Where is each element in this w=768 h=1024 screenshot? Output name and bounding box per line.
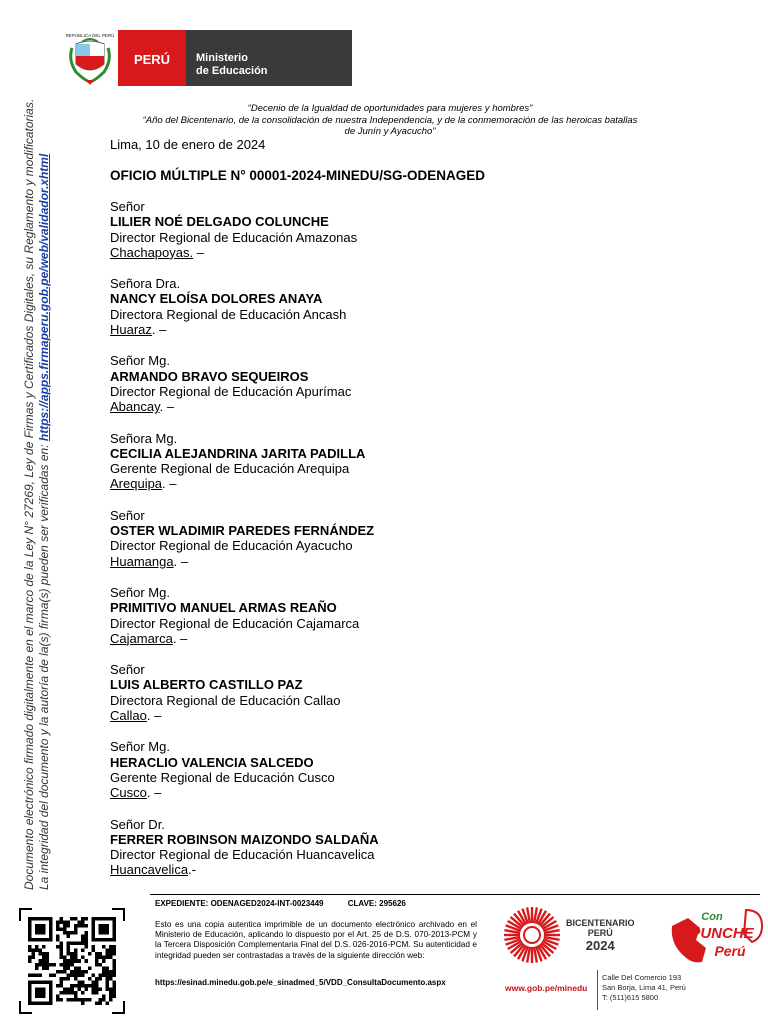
recipient-suffix: . –	[151, 322, 167, 338]
recipient-list	[110, 199, 379, 894]
recipient-city: Abancay	[110, 399, 160, 415]
bicentenario-line-1: BICENTENARIO	[566, 918, 635, 928]
recipient-location	[110, 476, 379, 491]
bicentenario-line-3: 2024	[585, 938, 615, 953]
address-line-1: Calle Del Comercio 193	[602, 973, 682, 982]
peru-coat-of-arms-logo	[64, 30, 116, 86]
recipient-name: CECILIA ALEJANDRINA JARITA PADILLA	[110, 445, 366, 461]
recipient-block	[110, 585, 379, 646]
bicentenario-label	[566, 918, 635, 953]
recipient-city: Cusco	[110, 785, 147, 801]
recipient-location	[110, 554, 379, 569]
recipient-name: PRIMITIVO MANUEL ARMAS REAÑO	[110, 600, 337, 616]
recipient-block	[110, 353, 379, 414]
recipient-block	[110, 431, 379, 492]
punche-word: PUNCHE	[690, 925, 754, 942]
government-banner	[118, 30, 352, 86]
recipient-suffix: . –	[162, 476, 177, 492]
recipient-city: Callao	[110, 708, 147, 724]
recipient-city: Huancavelica	[110, 862, 189, 878]
ministry-website-link[interactable]: www.gob.pe/minedu	[505, 983, 588, 993]
recipient-salutation: Señor	[110, 199, 145, 214]
recipient-city: Cajamarca	[110, 630, 173, 646]
bicentenario-line-2: PERÚ	[587, 928, 613, 938]
recipient-suffix: . –	[172, 630, 188, 646]
decade-line-3: de Junín y Ayacucho”	[344, 126, 436, 137]
recipient-salutation: Señora Dra.	[110, 276, 181, 292]
recipient-suffix: .-	[188, 862, 196, 878]
recipient-suffix: . –	[146, 785, 162, 801]
recipient-role: Directora Regional de Educación Callao	[110, 692, 341, 708]
expediente-number: EXPEDIENTE: ODENAGED2024-INT-0023449	[155, 899, 324, 908]
recipient-city: Huamanga	[110, 553, 174, 569]
signature-notice-text: La integridad del documento y la autoría de la(s) firma(s) pueden ser verificadas en:	[37, 441, 51, 890]
signature-notice-line-1: Documento electrónico firmado digitalmente en el marco de la Ley N° 27269, Ley de Firmas y Certificados Digitales, su Reglamento y modificatorias.	[22, 98, 36, 890]
recipient-block	[110, 662, 379, 723]
recipient-location	[110, 245, 379, 260]
recipient-location	[110, 631, 379, 646]
recipient-location	[110, 399, 379, 414]
punche-peru: Perú	[714, 943, 746, 959]
decade-line-1: “Decenio de la Igualdad de oportunidades para mujeres y hombres”	[247, 103, 533, 114]
authenticity-notice: Esto es una copia autentica imprimible de un documento electrónico archivado en el Ministerio de Educación, aplicando lo dispuesto por el Art. 25 de D.S. 070-2013-PCM y la Tercera Disposición Complementaria Final del D.S. 026-2016-PCM. Su autenticidad e integridad pueden ser contrastadas a través de la siguiente dirección web:	[155, 920, 477, 960]
recipient-name: LUIS ALBERTO CASTILLO PAZ	[110, 677, 303, 693]
recipient-city: Huaraz	[110, 322, 152, 338]
recipient-city: Chachapoyas.	[110, 244, 194, 260]
signature-notice-line-2	[37, 90, 52, 890]
recipient-suffix: . –	[173, 553, 189, 569]
recipient-name: LILIER NOÉ DELGADO COLUNCHE	[110, 214, 329, 230]
recipient-block	[110, 199, 379, 260]
phone-number: T: (511)615 5800	[602, 993, 659, 1002]
recipient-role: Director Regional de Educación Cajamarca	[110, 615, 360, 631]
recipient-role: Gerente Regional de Educación Cusco	[110, 769, 335, 785]
recipient-name: NANCY ELOÍSA DOLORES ANAYA	[110, 291, 323, 307]
address-divider	[597, 970, 598, 1010]
ministry-address	[602, 973, 686, 1003]
recipient-salutation: Señor Mg.	[110, 739, 170, 755]
country-label: PERÚ	[118, 30, 186, 86]
recipient-suffix: . –	[159, 399, 175, 415]
recipient-role: Director Regional de Educación Apurímac	[110, 383, 352, 399]
digital-signature-notice	[22, 90, 52, 890]
file-reference	[155, 899, 428, 908]
recipient-salutation: Señora Mg.	[110, 430, 178, 446]
recipient-block	[110, 817, 379, 878]
official-decade-names	[110, 103, 670, 138]
recipient-location	[110, 322, 379, 337]
recipient-salutation: Señor	[110, 507, 145, 523]
address-line-2: San Borja, Lima 41, Perú	[602, 983, 686, 992]
recipient-location	[110, 785, 379, 800]
recipient-name: ARMANDO BRAVO SEQUEIROS	[110, 368, 309, 384]
recipient-block	[110, 276, 379, 337]
footer-divider	[150, 894, 760, 895]
ministry-line-2: de Educación	[196, 65, 268, 77]
verification-link[interactable]: https://esinad.minedu.gob.pe/e_sinadmed_5/VDD_ConsultaDocumento.aspx	[155, 978, 446, 987]
recipient-salutation: Señor Mg.	[110, 353, 170, 369]
recipient-name: FERRER ROBINSON MAIZONDO SALDAÑA	[110, 831, 379, 847]
recipient-location	[110, 862, 379, 877]
recipient-salutation: Señor	[110, 662, 145, 678]
recipient-role: Director Regional de Educación Amazonas	[110, 229, 358, 245]
recipient-block	[110, 508, 379, 569]
crest-text: REPÚBLICA DEL PERÚ	[65, 33, 115, 38]
recipient-role: Gerente Regional de Educación Arequipa	[110, 461, 350, 477]
validator-link[interactable]: https://apps.firmaperu.gob.pe/web/validador.xhtml	[37, 153, 51, 442]
recipient-salutation: Señor Mg.	[110, 584, 170, 600]
recipient-role: Director Regional de Educación Ayacucho	[110, 538, 353, 554]
recipient-salutation: Señor Dr.	[110, 816, 165, 832]
punche-con: Con	[701, 911, 723, 923]
recipient-location	[110, 708, 379, 723]
ministry-line-1: Ministerio	[196, 52, 248, 64]
recipient-block	[110, 739, 379, 800]
clave-number: CLAVE: 295626	[347, 899, 406, 908]
recipient-role: Directora Regional de Educación Ancash	[110, 306, 347, 322]
recipient-role: Director Regional de Educación Huancavelica	[110, 847, 375, 863]
recipient-name: OSTER WLADIMIR PAREDES FERNÁNDEZ	[110, 523, 375, 539]
bicentenario-burst-logo	[502, 905, 562, 965]
recipient-name: HERACLIO VALENCIA SALCEDO	[110, 754, 314, 770]
ministry-label	[186, 30, 352, 86]
recipient-city: Arequipa	[110, 476, 163, 492]
document-date: Lima, 10 de enero de 2024	[110, 137, 266, 152]
con-punche-peru-logo	[666, 904, 766, 970]
recipient-suffix: . –	[146, 708, 162, 724]
recipient-suffix: –	[193, 244, 204, 260]
decade-line-2: “Año del Bicentenario, de la consolidación de nuestra Independencia, y de la conmemoración de las heroicas batallas	[142, 114, 638, 126]
qr-code-icon	[28, 917, 116, 1005]
document-title: OFICIO MÚLTIPLE N° 00001-2024-MINEDU/SG-ODENAGED	[110, 168, 485, 183]
